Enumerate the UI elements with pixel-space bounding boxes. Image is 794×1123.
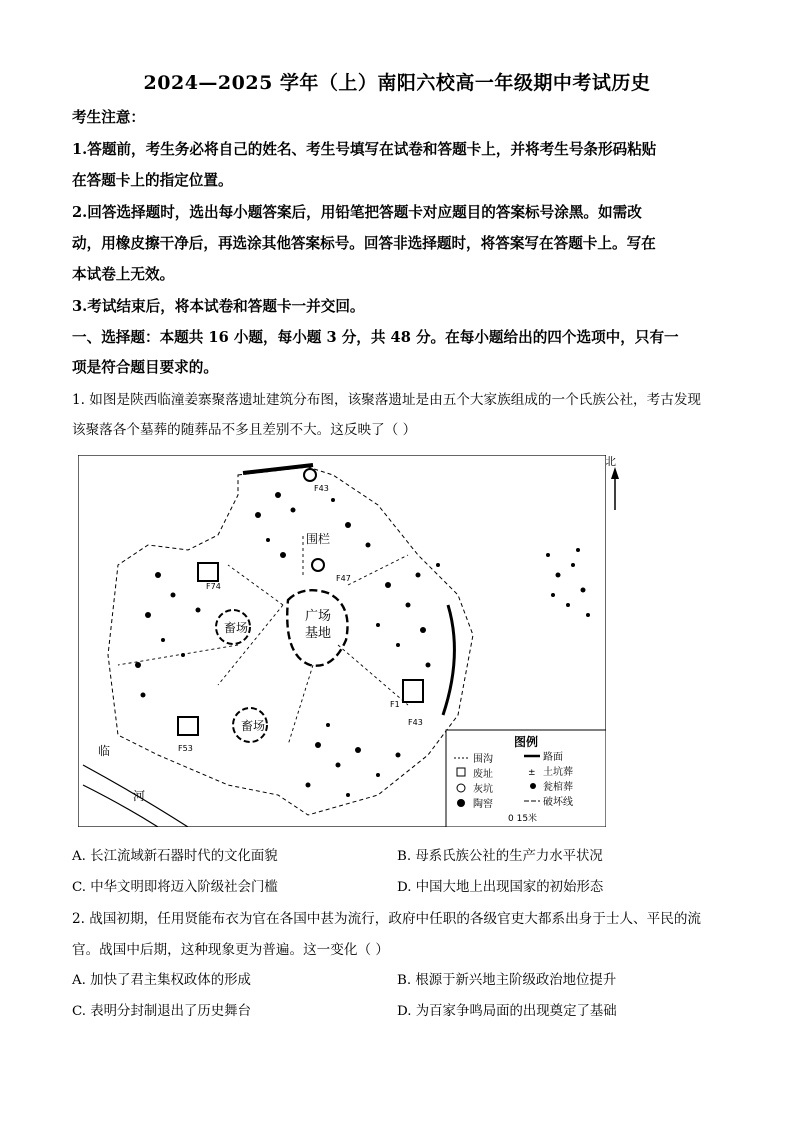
legend-item: 土坑葬 bbox=[543, 767, 573, 778]
section-heading: 项是符合题目要求的。 bbox=[72, 359, 218, 376]
notice-line: 2.回答选择题时，选出每小题答案后，用铅笔把答题卡对应题目的答案标号涂黑。如需改 bbox=[72, 204, 642, 221]
river-label: 河 bbox=[133, 789, 146, 803]
question-2-option-c[interactable]: C. 表明分封制退出了历史舞台 bbox=[72, 1004, 251, 1019]
question-2-option-d[interactable]: D. 为百家争鸣局面的出现奠定了基础 bbox=[397, 1004, 617, 1019]
legend-item: 陶窖 bbox=[473, 799, 493, 810]
plaza-label: 广场 bbox=[304, 609, 332, 624]
question-1-option-b[interactable]: B. 母系氏族公社的生产力水平状况 bbox=[397, 849, 603, 864]
building-label: F74 bbox=[206, 582, 221, 591]
plaza-label: 基地 bbox=[304, 626, 332, 641]
building-label: F43 bbox=[314, 484, 329, 493]
legend-item: 瓮棺葬 bbox=[543, 782, 573, 793]
building-label: F53 bbox=[178, 744, 193, 753]
page-title: 2024—2025 学年（上）南阳六校高一年级期中考试历史 bbox=[143, 72, 651, 94]
building-label: F43 bbox=[408, 718, 423, 727]
legend-item: 废址 bbox=[473, 769, 493, 780]
pen-label: 畜场 bbox=[240, 719, 266, 733]
question-2-option-b[interactable]: B. 根源于新兴地主阶级政治地位提升 bbox=[397, 973, 617, 988]
notice-line: 1.答题前，考生务必将自己的姓名、考生号填写在试卷和答题卡上，并将考生号条形码粘贴 bbox=[72, 141, 657, 158]
notice-heading: 考生注意： bbox=[72, 109, 145, 126]
question-1-option-d[interactable]: D. 中国大地上出现国家的初始形态 bbox=[397, 880, 604, 895]
building-label: F1 bbox=[390, 700, 400, 709]
section-heading: 一、选择题：本题共 16 小题，每小题 3 分，共 48 分。在每小题给出的四个选项中，只有一 bbox=[72, 329, 679, 346]
north-label: 北 bbox=[605, 455, 616, 468]
question-2-option-a[interactable]: A. 加快了君主集权政体的形成 bbox=[72, 973, 251, 988]
north-arrow-icon bbox=[595, 455, 635, 515]
legend-item: 破坏线 bbox=[543, 797, 573, 808]
settlement-map-figure bbox=[78, 455, 606, 827]
notice-line: 本试卷上无效。 bbox=[72, 266, 175, 283]
question-1-option-a[interactable]: A. 长江流域新石器时代的文化面貌 bbox=[72, 849, 278, 864]
legend-item: 灰坑 bbox=[473, 784, 493, 795]
legend-item: 路面 bbox=[543, 752, 563, 763]
map-legend bbox=[446, 730, 606, 827]
notice-line: 3.考试结束后，将本试卷和答题卡一并交回。 bbox=[72, 298, 365, 315]
question-2-stem: 2. 战国初期，任用贤能布衣为官在各国中甚为流行，政府中任职的各级官吏大都系出身于士人、平民的流 bbox=[72, 911, 702, 927]
river-label: 临 bbox=[98, 744, 111, 758]
building-label: F47 bbox=[336, 574, 351, 583]
legend-item: 围沟 bbox=[473, 754, 493, 765]
svg-text:±: ± bbox=[528, 768, 536, 778]
pen-label: 畜场 bbox=[223, 621, 249, 635]
legend-title: 图例 bbox=[513, 735, 539, 749]
question-1-stem: 1. 如图是陕西临潼姜寨聚落遗址建筑分布图，该聚落遗址是由五个大家族组成的一个氏族公社，考古发现 bbox=[72, 392, 702, 408]
fence-label: 围栏 bbox=[305, 532, 331, 546]
question-1-stem: 该聚落各个墓葬的随葬品不多且差别不大。这反映了（ ） bbox=[72, 422, 417, 438]
notice-line: 在答题卡上的指定位置。 bbox=[72, 172, 233, 189]
question-2-stem: 官。战国中后期，这种现象更为普遍。这一变化（ ） bbox=[72, 942, 389, 958]
notice-line: 动，用橡皮擦干净后，再选涂其他答案标号。回答非选择题时，将答案写在答题卡上。写在 bbox=[72, 235, 656, 252]
scale-bar: 0 15米 bbox=[508, 814, 538, 824]
question-1-option-c[interactable]: C. 中华文明即将迈入阶级社会门槛 bbox=[72, 880, 278, 895]
